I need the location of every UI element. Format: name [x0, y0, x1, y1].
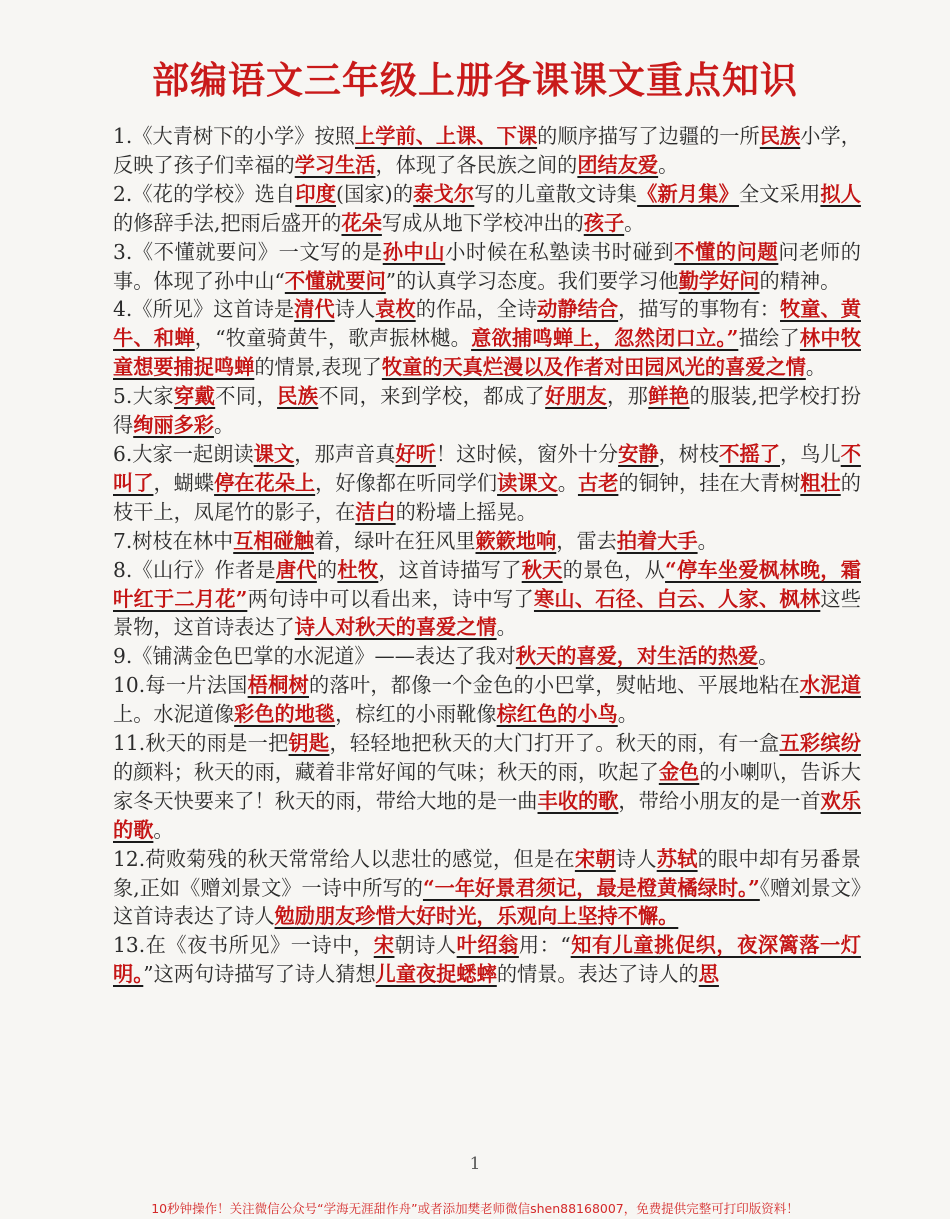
paragraph-text: ！这时候，窗外十分 — [435, 441, 619, 466]
paragraph-text: 的作品，全诗 — [415, 297, 538, 322]
paragraph-text: 诗人 — [334, 297, 376, 322]
key-phrase: 苏轼 — [656, 846, 698, 871]
key-phrase: 宋 — [373, 933, 395, 958]
key-phrase: 动静结合 — [537, 297, 619, 322]
knowledge-paragraph — [113, 556, 861, 643]
document-body — [113, 122, 861, 989]
knowledge-paragraph — [113, 845, 861, 932]
key-phrase: 欢乐的歌 — [113, 788, 861, 842]
key-phrase: 不叫了 — [113, 441, 861, 495]
key-phrase: 五彩缤纷 — [779, 731, 861, 756]
paragraph-text: ，描写的事物有： — [618, 297, 781, 322]
key-phrase: 古老 — [577, 470, 619, 495]
paragraph-text: 。 — [496, 615, 517, 640]
knowledge-paragraph — [113, 729, 861, 845]
key-phrase: 林中牧童想要捕捉鸣蝉 — [113, 326, 861, 380]
paragraph-text: 的粉墙上摇晃。 — [395, 499, 537, 524]
paragraph-text: 。 — [658, 152, 679, 177]
paragraph-text: ，那声音真 — [294, 441, 396, 466]
paragraph-text: 。 — [805, 355, 827, 380]
key-phrase: 金色 — [658, 759, 700, 784]
paragraph-text: 朝诗人 — [394, 933, 457, 958]
paragraph-text: 的景色，从 — [562, 557, 666, 582]
key-phrase: 团结友爱 — [577, 152, 659, 177]
page-title: 部编语文三年级上册各课课文重点知识 — [152, 59, 798, 102]
key-phrase: 花朵 — [341, 210, 382, 235]
paragraph-text: ，雷去 — [556, 528, 617, 553]
key-phrase: 不摇了 — [719, 441, 780, 466]
paragraph-text: 4.《所见》这首诗是 — [113, 297, 295, 322]
key-phrase: 牧童、黄牛、和蝉 — [113, 297, 861, 351]
key-phrase: 拟人 — [820, 181, 861, 206]
paragraph-text: ”这两句诗描写了诗人猜想 — [143, 962, 376, 987]
key-phrase: “停车坐爱枫林晚，霜叶红于二月花” — [113, 557, 861, 611]
paragraph-text: ，棕红的小雨靴像 — [335, 702, 497, 727]
paragraph-text: 9.《铺满金色巴掌的水泥道》——表达了我对 — [113, 644, 516, 669]
key-phrase: 簌簌地响 — [475, 528, 557, 553]
paragraph-text: 13.在《夜书所见》一诗中， — [113, 933, 374, 958]
key-phrase: 丰收的歌 — [537, 788, 619, 813]
knowledge-paragraph — [113, 238, 861, 296]
paragraph-text: 的枝干上，凤尾竹的影子，在 — [113, 470, 861, 524]
knowledge-paragraph — [113, 642, 861, 671]
paragraph-text: ，带给小朋友的是一首 — [618, 788, 821, 813]
key-phrase: 孩子 — [583, 210, 625, 235]
paragraph-text: ，体现了各民族之间的 — [375, 152, 578, 177]
paragraph-text: 的 — [316, 557, 338, 582]
paragraph-text: 10.每一片法国 — [113, 673, 248, 698]
paragraph-text: 的服装,把学校打扮得 — [113, 384, 861, 438]
key-phrase: 清代 — [294, 297, 335, 322]
paragraph-text: 诗人 — [615, 846, 657, 871]
paragraph-text: ，树枝 — [658, 441, 720, 466]
knowledge-paragraph — [113, 295, 861, 382]
key-phrase: 梧桐树 — [247, 673, 309, 698]
paragraph-text: ，鸟儿 — [780, 441, 841, 466]
key-phrase: 叶绍翁 — [456, 933, 519, 958]
key-phrase: 袁枚 — [375, 297, 416, 322]
paragraph-text: 这些景物，这首诗表达了 — [113, 586, 861, 640]
key-phrase: 课文 — [253, 441, 295, 466]
paragraph-text: ，这首诗描写了 — [378, 557, 522, 582]
paragraph-text: 小时候在私塾读书时碰到 — [445, 239, 675, 264]
paragraph-text: 。 — [758, 644, 779, 669]
key-phrase: 彩色的地毯 — [234, 702, 336, 727]
key-phrase: 意欲捕鸣蝉上，忽然闭口立。” — [471, 326, 739, 351]
key-phrase: 勤学好问 — [678, 268, 760, 293]
key-phrase: 钥匙 — [288, 731, 330, 756]
key-phrase: “一年好景君须记，最是橙黄橘绿时。” — [422, 875, 760, 900]
key-phrase: 安静 — [618, 441, 659, 466]
knowledge-paragraph — [113, 931, 861, 989]
key-phrase: 唐代 — [275, 557, 317, 582]
paragraph-text: 。 — [557, 470, 578, 495]
key-phrase: 停在花朵上 — [214, 470, 316, 495]
paragraph-text: 不同， — [215, 384, 278, 409]
key-phrase: 学习生活 — [294, 152, 376, 177]
paragraph-text: 。 — [617, 702, 638, 727]
paragraph-text: ，“牧童骑黄牛，歌声振林樾。 — [194, 326, 472, 351]
key-phrase: 棕红色的小鸟 — [496, 702, 618, 727]
key-phrase: 孙中山 — [382, 239, 446, 264]
key-phrase: 洁白 — [355, 499, 396, 524]
knowledge-paragraph — [113, 440, 861, 527]
paragraph-text: 不同，来到学校，都成了 — [318, 384, 546, 409]
key-phrase: 知有儿童挑促织，夜深篱落一灯明。 — [113, 933, 861, 987]
paragraph-text: 《赠刘景文》这首诗表达了诗人 — [113, 875, 861, 929]
key-phrase: 寒山、石径、白云、人家、枫林 — [533, 586, 821, 611]
key-phrase: 粗壮 — [800, 470, 841, 495]
key-phrase: 好朋友 — [545, 384, 608, 409]
knowledge-paragraph — [113, 382, 861, 440]
key-phrase: 鲜艳 — [648, 384, 690, 409]
paragraph-text: 小学，反映了孩子们幸福的 — [113, 124, 861, 177]
paragraph-text: ，轻轻地把秋天的大门打开了。秋天的雨，有一盒 — [329, 731, 780, 756]
page-number: 1 — [469, 1154, 481, 1174]
paragraph-text: 着，绿叶在狂风里 — [313, 528, 476, 553]
key-phrase: 好听 — [395, 441, 436, 466]
paragraph-text: (国家)的 — [336, 181, 414, 206]
key-phrase: 上学前、上课、下课 — [354, 124, 538, 148]
paragraph-text: 写成从地下学校冲出的 — [381, 210, 584, 235]
key-phrase: 宋朝 — [574, 846, 616, 871]
key-phrase: 泰戈尔 — [413, 181, 475, 206]
paragraph-text: 的情景,表现了 — [254, 355, 382, 380]
paragraph-text: 。 — [153, 817, 174, 842]
key-phrase: 民族 — [277, 384, 319, 409]
knowledge-paragraph — [113, 180, 861, 238]
key-phrase: 水泥道 — [799, 673, 861, 698]
knowledge-paragraph — [113, 527, 861, 556]
paragraph-text: 5.大家 — [113, 384, 174, 409]
key-phrase: 民族 — [759, 124, 801, 148]
key-phrase: 秋天的喜爱，对生活的热爱 — [515, 644, 759, 669]
paragraph-text: 7.树枝在林中 — [113, 528, 234, 553]
paragraph-text: 的修辞手法,把雨后盛开的 — [113, 210, 342, 235]
key-phrase: 诗人对秋天的喜爱之情 — [294, 615, 497, 640]
paragraph-text: 的精神。 — [759, 268, 841, 293]
paragraph-text: 。 — [697, 528, 718, 553]
paragraph-text: 6.大家一起朗读 — [113, 441, 254, 466]
paragraph-text: 的情景。表达了诗人的 — [496, 962, 699, 987]
paragraph-text: 的顺序描写了边疆的一所 — [537, 124, 760, 148]
paragraph-text: 上。水泥道像 — [113, 702, 235, 727]
paragraph-text: 8.《山行》作者是 — [113, 557, 276, 582]
key-phrase: 不懂就要问 — [284, 268, 386, 293]
paragraph-text: ”的认真学习态度。我们要学习他 — [385, 268, 679, 293]
knowledge-paragraph — [113, 122, 861, 180]
key-phrase: 牧童的天真烂漫以及作者对田园风光的喜爱之情 — [381, 355, 806, 380]
paragraph-text: 1.《大青树下的小学》按照 — [113, 124, 355, 148]
paragraph-text: ，蝴蝶 — [153, 470, 215, 495]
paragraph-text: 的铜钟，挂在大青树 — [618, 470, 801, 495]
paragraph-text: 问老师的事。体现了孙中山“ — [113, 239, 861, 293]
key-phrase: 拍着大手 — [616, 528, 698, 553]
paragraph-text: 描绘了 — [738, 326, 800, 351]
paragraph-text: 3.《不懂就要问》一文写的是 — [113, 239, 383, 264]
key-phrase: 《新月集》 — [637, 181, 739, 206]
key-phrase: 杜牧 — [337, 557, 379, 582]
paragraph-text: 11.秋天的雨是一把 — [113, 731, 289, 756]
key-phrase: 印度 — [295, 181, 337, 206]
paragraph-text: 两句诗中可以看出来，诗中写了 — [247, 586, 534, 611]
key-phrase: 读课文 — [497, 470, 558, 495]
paragraph-text: ，好像都在听同学们 — [315, 470, 498, 495]
paragraph-text: 用：“ — [518, 933, 571, 958]
paragraph-text: 。 — [624, 210, 645, 235]
key-phrase: 秋天 — [521, 557, 563, 582]
footer-notice: 10秒钟操作！关注微信公众号“学海无涯甜作舟”或者添加樊老师微信shen88168007，免费提供完整可打印版资料！ — [151, 1201, 799, 1216]
paragraph-text: ，那 — [607, 384, 649, 409]
key-phrase: 不懂的问题 — [674, 239, 779, 264]
paragraph-text: 的眼中却有另番景象,正如《赠刘景文》一诗中所写的 — [113, 846, 861, 900]
key-phrase: 穿戴 — [173, 384, 216, 409]
paragraph-text: 全文采用 — [738, 181, 821, 206]
paragraph-text: 的落叶，都像一个金色的小巴掌，熨帖地、平展地粘在 — [309, 673, 800, 698]
paragraph-text: 2.《花的学校》选自 — [113, 181, 296, 206]
key-phrase: 绚丽多彩 — [133, 413, 214, 438]
paragraph-text: 的小喇叭，告诉大家冬天快要来了！秋天的雨，带给大地的是一曲 — [113, 759, 861, 813]
paragraph-text: 的颜料；秋天的雨，藏着非常好闻的气味；秋天的雨，吹起了 — [113, 759, 659, 784]
paragraph-text: 12.荷败菊残的秋天常常给人以悲壮的感觉，但是在 — [113, 846, 575, 871]
paragraph-text: 写的儿童散文诗集 — [474, 181, 638, 206]
paragraph-text: 。 — [213, 413, 235, 438]
key-phrase: 思 — [698, 962, 719, 987]
knowledge-paragraph — [113, 671, 861, 729]
key-phrase: 互相碰触 — [233, 528, 314, 553]
key-phrase: 儿童夜捉蟋蟀 — [375, 962, 497, 987]
key-phrase: 勉励朋友珍惜大好时光，乐观向上坚持不懈。 — [274, 904, 679, 929]
